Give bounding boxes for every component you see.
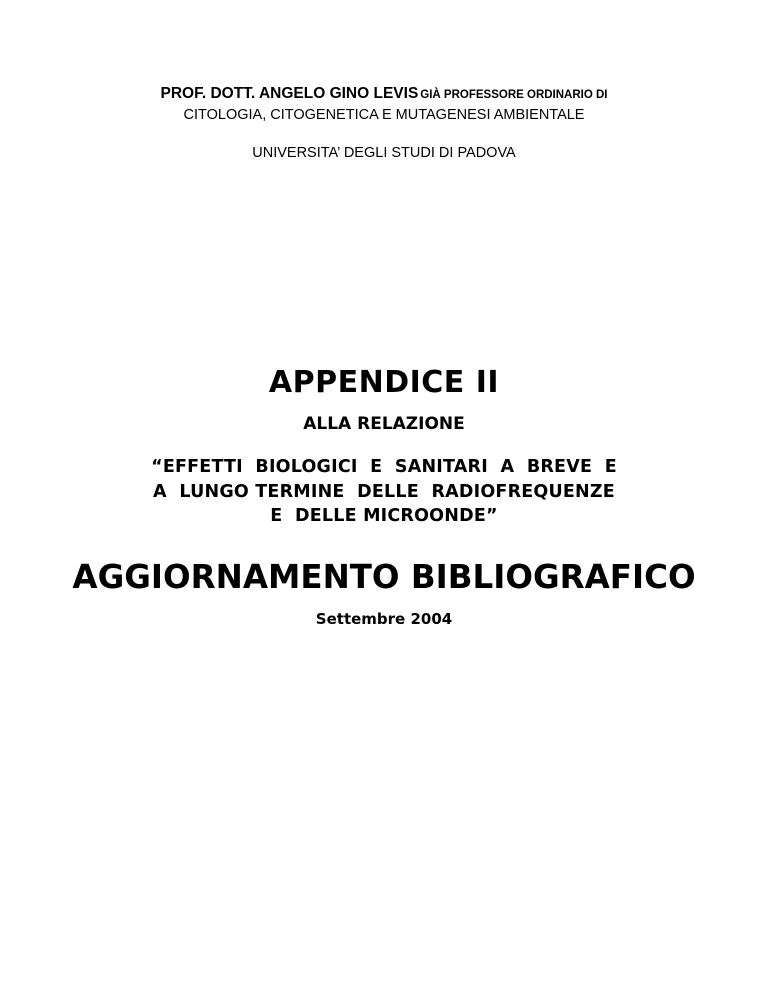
appendix-subtitle: ALLA RELAZIONE bbox=[303, 414, 465, 434]
author-name: PROF. DOTT. ANGELO GINO LEVIS bbox=[160, 85, 419, 102]
publication-date: Settembre 2004 bbox=[315, 610, 453, 628]
report-title-line: “EFFETTI BIOLOGICI E SANITARI A BREVE E bbox=[151, 457, 617, 477]
report-title-line: A LUNGO TERMINE DELLE RADIOFREQUENZE bbox=[153, 481, 615, 502]
appendix-title: APPENDICE II bbox=[268, 365, 500, 400]
report-title bbox=[0, 455, 768, 529]
bibliographic-update-title: AGGIORNAMENTO BIBLIOGRAFICO bbox=[72, 558, 696, 596]
author-header bbox=[0, 84, 768, 163]
author-role: GIÀ PROFESSORE ORDINARIO DI bbox=[420, 89, 608, 101]
author-line bbox=[0, 84, 768, 105]
report-title-line: E DELLE MICROONDE” bbox=[270, 506, 498, 526]
university-line: UNIVERSITA’ DEGLI STUDI DI PADOVA bbox=[252, 145, 516, 161]
department-line: CITOLOGIA, CITOGENETICA E MUTAGENESI AMBIENTALE bbox=[183, 107, 585, 123]
